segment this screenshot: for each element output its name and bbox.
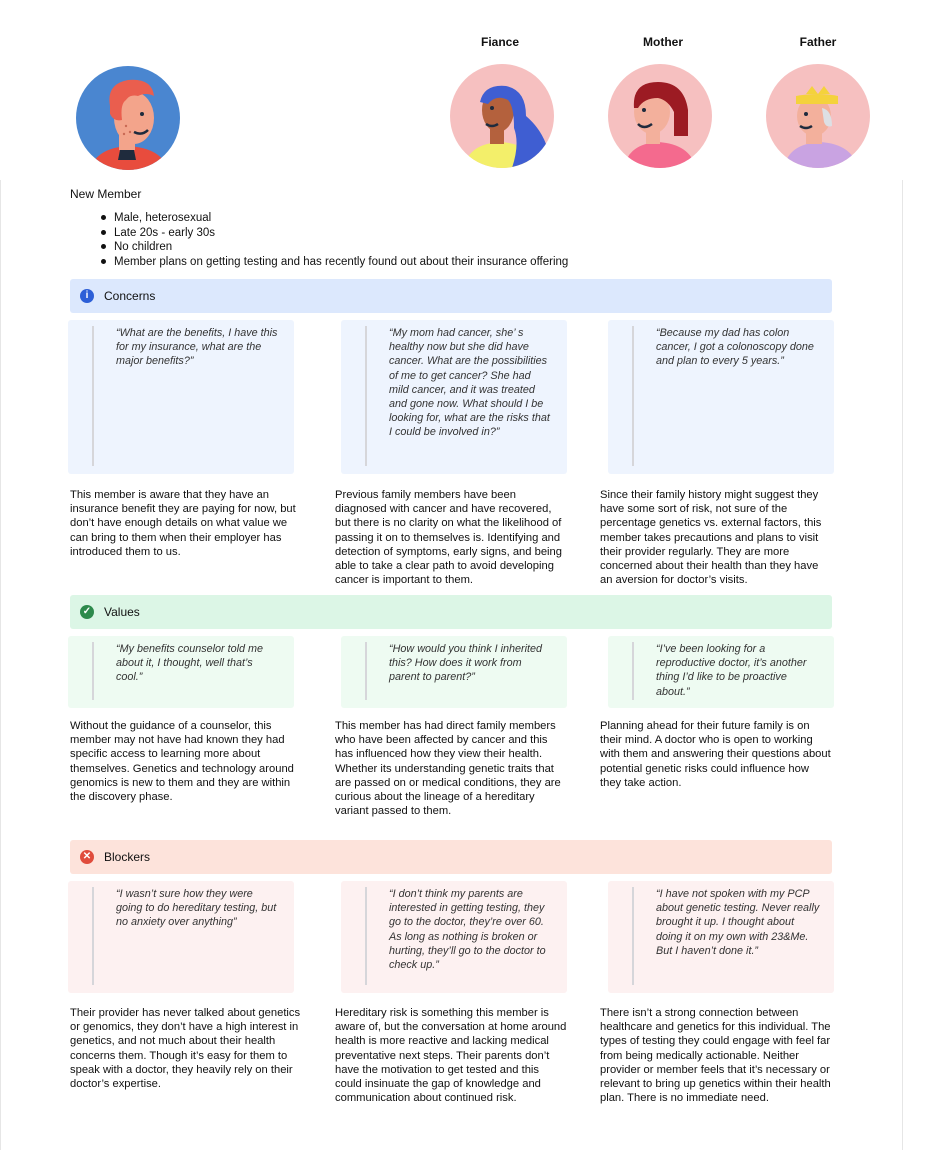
blockers-header (70, 840, 832, 874)
blockers-quote-card-father (608, 881, 834, 993)
persona-label-father: Father (799, 35, 837, 49)
persona-label-mother: Mother (643, 35, 683, 49)
quote-text: “I don’t think my parents are interested in getting testing, they go to the doctor, they’re over 60. As long as nothing is broken or hurting, they’ll go to the doctor to check up.” (389, 888, 546, 972)
blockers-description: There isn’t a strong connection between healthcare and genetics for this individual. The types of testing they could engage with feel far from being medically actionable. Neither provider or member feels that it’s necessary or relevant to bring up genetics within their health plan. There is no immediate need. (600, 1007, 831, 1105)
values-description: Without the guidance of a counselor, this member may not have had known they had specific access to learning more about themselves. Genetics and technology around genomics is new to them and they are within the discovery phase. (70, 720, 294, 804)
member-avatar (76, 66, 180, 170)
member-traits-list (70, 211, 568, 269)
quote-text: “My mom had cancer, she’ s healthy now but she did have cancer. What are the possibilities of me to get cancer? She had mild cancer, and it was treated and gone now. What should I be looking for, what are the risks that I could be involved in?” (389, 327, 550, 439)
concerns-description: Previous family members have been diagnosed with cancer and have recovered, but there is no clarity on what the likelihood of passing it on to themselves is. Identifying and detection of symptoms, early signs, and being able to take a clear path to avoid developing cancer is important to them. (335, 489, 562, 587)
concerns-quote-card-mother (341, 320, 567, 474)
quote-text: “How would you think I inherited this? How does it work from parent to parent?” (389, 643, 543, 684)
concerns-description: This member is aware that they have an insurance benefit they are paying for now, but don’t have enough details on what value we can bring to them when their employer has introduced them to us. (70, 489, 296, 558)
mother-avatar (608, 64, 712, 168)
concerns-header (70, 279, 832, 313)
trait-item: Member plans on getting testing and has recently found out about their insurance offering (114, 255, 569, 268)
x-circle-icon: ✕ (80, 850, 94, 864)
values-title: Values (104, 605, 140, 619)
quote-text: “I wasn’t sure how they were going to do hereditary testing, but no anxiety over anything” (116, 888, 277, 929)
values-description: Planning ahead for their future family is on their mind. A doctor who is open to working with them and answering their questions about potential genetic risks could influence how they take action. (600, 720, 831, 789)
blockers-description: Their provider has never talked about genetics or genomics, they don’t have a high interest in genetics, and not much about their health concerns them. Though it’s easy for them to speak with a doctor, they heavily rely on their doctor’s expertise. (70, 1007, 301, 1091)
fiance-avatar (450, 64, 554, 168)
page-edge-left (0, 180, 1, 1150)
values-quote-card-member (68, 636, 294, 708)
quote-text: “What are the benefits, I have this for my insurance, what are the major benefits?” (116, 327, 278, 368)
quote-text: “I have not spoken with my PCP about genetic testing. Never really brought it up. I thought about doing it on my own with 23&Me. But I haven’t done it.” (656, 888, 820, 957)
concerns-title: Concerns (104, 289, 156, 303)
quote-text: “Because my dad has colon cancer, I got a colonoscopy done and plan to every 5 years.” (656, 327, 814, 368)
concerns-quote-card-father (608, 320, 834, 474)
values-quote-card-mother (341, 636, 567, 708)
trait-item: Late 20s - early 30s (114, 226, 568, 241)
quote-text: “My benefits counselor told me about it, I thought, well that’s cool.” (116, 643, 264, 684)
values-header (70, 595, 832, 629)
blockers-description: Hereditary risk is something this member is aware of, but the conversation at home around health is more reactive and lacking medical preventative next steps. Their parents don’t have the motivation to get tested and this could insinuate the gap of knowledge and communication about continued risk. (335, 1007, 567, 1105)
trait-item: No children (114, 240, 568, 255)
values-quote-card-father (608, 636, 834, 708)
blockers-title: Blockers (104, 850, 151, 864)
father-avatar (766, 64, 870, 168)
page-edge-right (902, 180, 903, 1150)
blockers-quote-card-member (68, 881, 294, 993)
member-title: New Member (70, 187, 142, 201)
quote-text: “I’ve been looking for a reproductive doctor, it’s another thing I’d like to be proactive about.” (656, 643, 807, 698)
blockers-quote-card-mother (341, 881, 567, 993)
persona-label-fiance: Fiance (480, 35, 519, 49)
concerns-quote-card-member (68, 320, 294, 474)
info-icon: i (80, 289, 94, 303)
concerns-description: Since their family history might suggest they have some sort of risk, not sure of the percentage genetics vs. external factors, this member takes precautions and plans to visit their provider regularly. They are more concerned about their health than they have an aversion for doctor’s visits. (600, 489, 822, 587)
check-circle-icon: ✓ (80, 605, 94, 619)
trait-item: Male, heterosexual (114, 211, 568, 226)
values-description: This member has had direct family members who have been affected by cancer and this has influenced how they view their health. Whether its understanding genetic traits that are passed on or medical conditions, they are curious about the lineage of a hereditary variant passed to them. (335, 720, 561, 818)
